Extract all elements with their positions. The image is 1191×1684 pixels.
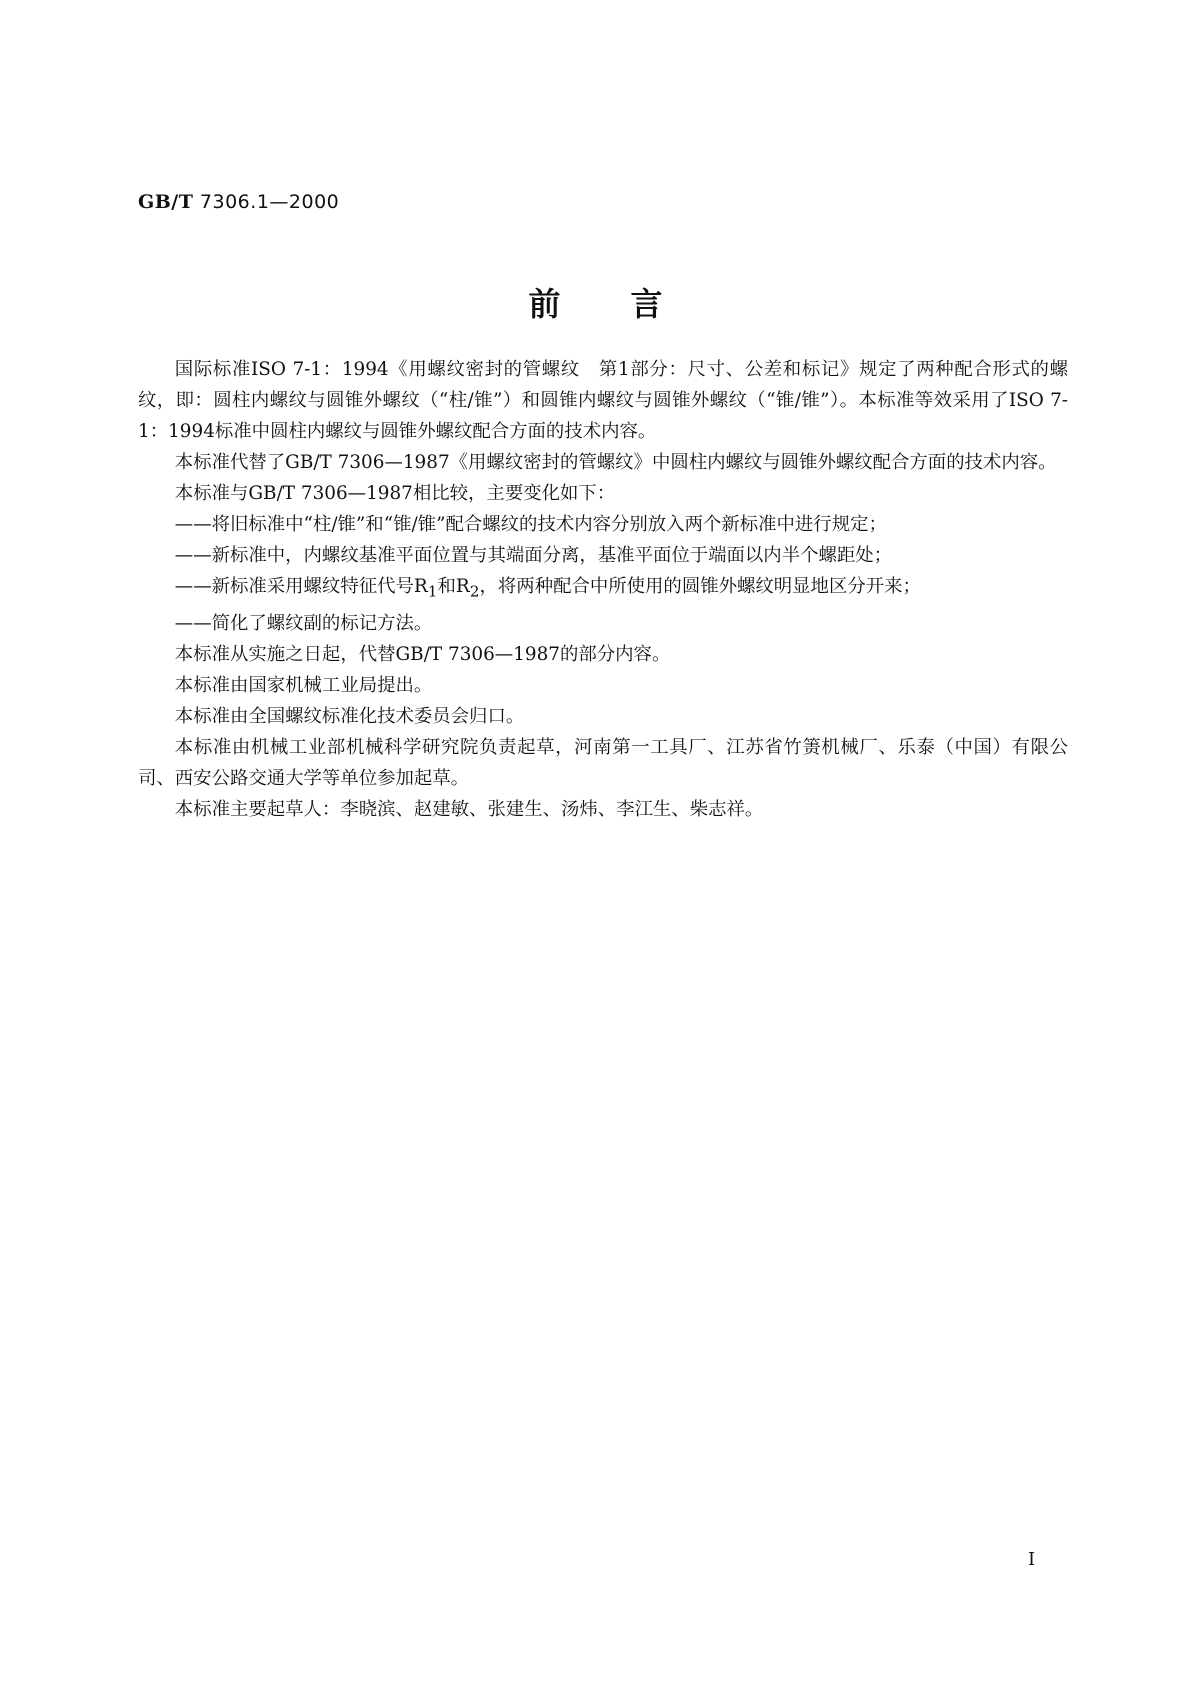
change-item-thread-codes-start: ——新标准采用螺纹特征代号R (174, 576, 428, 597)
change-item-marking: ——简化了螺纹副的标记方法。 (174, 612, 433, 634)
change-item-thread-codes-middle: 和R (437, 576, 470, 597)
standard-code-header (138, 191, 339, 213)
subscript-one: 1 (427, 582, 438, 601)
paragraph-changes-intro: 本标准与GB/T 7306—1987相比较，主要变化如下： (174, 483, 616, 504)
paragraph-committee: 本标准由全国螺纹标准化技术委员会归口。 (174, 705, 525, 727)
change-item-thread-codes (138, 571, 1068, 608)
foreword-title: 前言 (528, 285, 733, 323)
paragraph-replacement: 本标准代替了GB/T 7306—1987《用螺纹密封的管螺纹》中圆柱内螺纹与圆锥外螺纹配合方面的技术内容。 (174, 452, 1057, 473)
foreword-body (138, 354, 1068, 825)
change-item-reference-plane: ——新标准中，内螺纹基准平面位置与其端面分离，基准平面位于端面以内半个螺距处； (174, 545, 893, 566)
page-number: I (1028, 1549, 1036, 1570)
change-item-thread-codes-end: ，将两种配合中所使用的圆锥外螺纹明显地区分开来； (479, 576, 921, 597)
subscript-two: 2 (469, 582, 480, 601)
standard-code-prefix: GB/T (138, 191, 194, 213)
change-item-split-standards: ——将旧标准中“柱/锥”和“锥/锥”配合螺纹的技术内容分别放入两个新标准中进行规定； (174, 514, 887, 535)
paragraph-drafters: 本标准主要起草人：李晓滨、赵建敏、张建生、汤炜、李江生、柴志祥。 (174, 798, 764, 820)
standard-code-number: 7306.1—2000 (199, 191, 340, 213)
paragraph-drafting-units: 本标准由机械工业部机械科学研究院负责起草，河南第一工具厂、江苏省竹箦机械厂、乐泰（中国）有限公司、西安公路交通大学等单位参加起草。 (138, 736, 1068, 789)
paragraph-effective-date: 本标准从实施之日起，代替GB/T 7306—1987的部分内容。 (174, 643, 671, 665)
paragraph-proposer: 本标准由国家机械工业局提出。 (174, 674, 433, 696)
paragraph-iso-reference: 国际标准ISO 7-1：1994《用螺纹密封的管螺纹 第1部分：尺寸、公差和标记》规定了两种配合形式的螺纹，即：圆柱内螺纹与圆锥外螺纹（“柱/锥”）和圆锥内螺纹与圆锥外螺纹（“锥/锥”）。本标准等效采用了ISO 7-1：1994标准中圆柱内螺纹与圆锥外螺纹配合方面的技术内容。 (138, 359, 1068, 442)
